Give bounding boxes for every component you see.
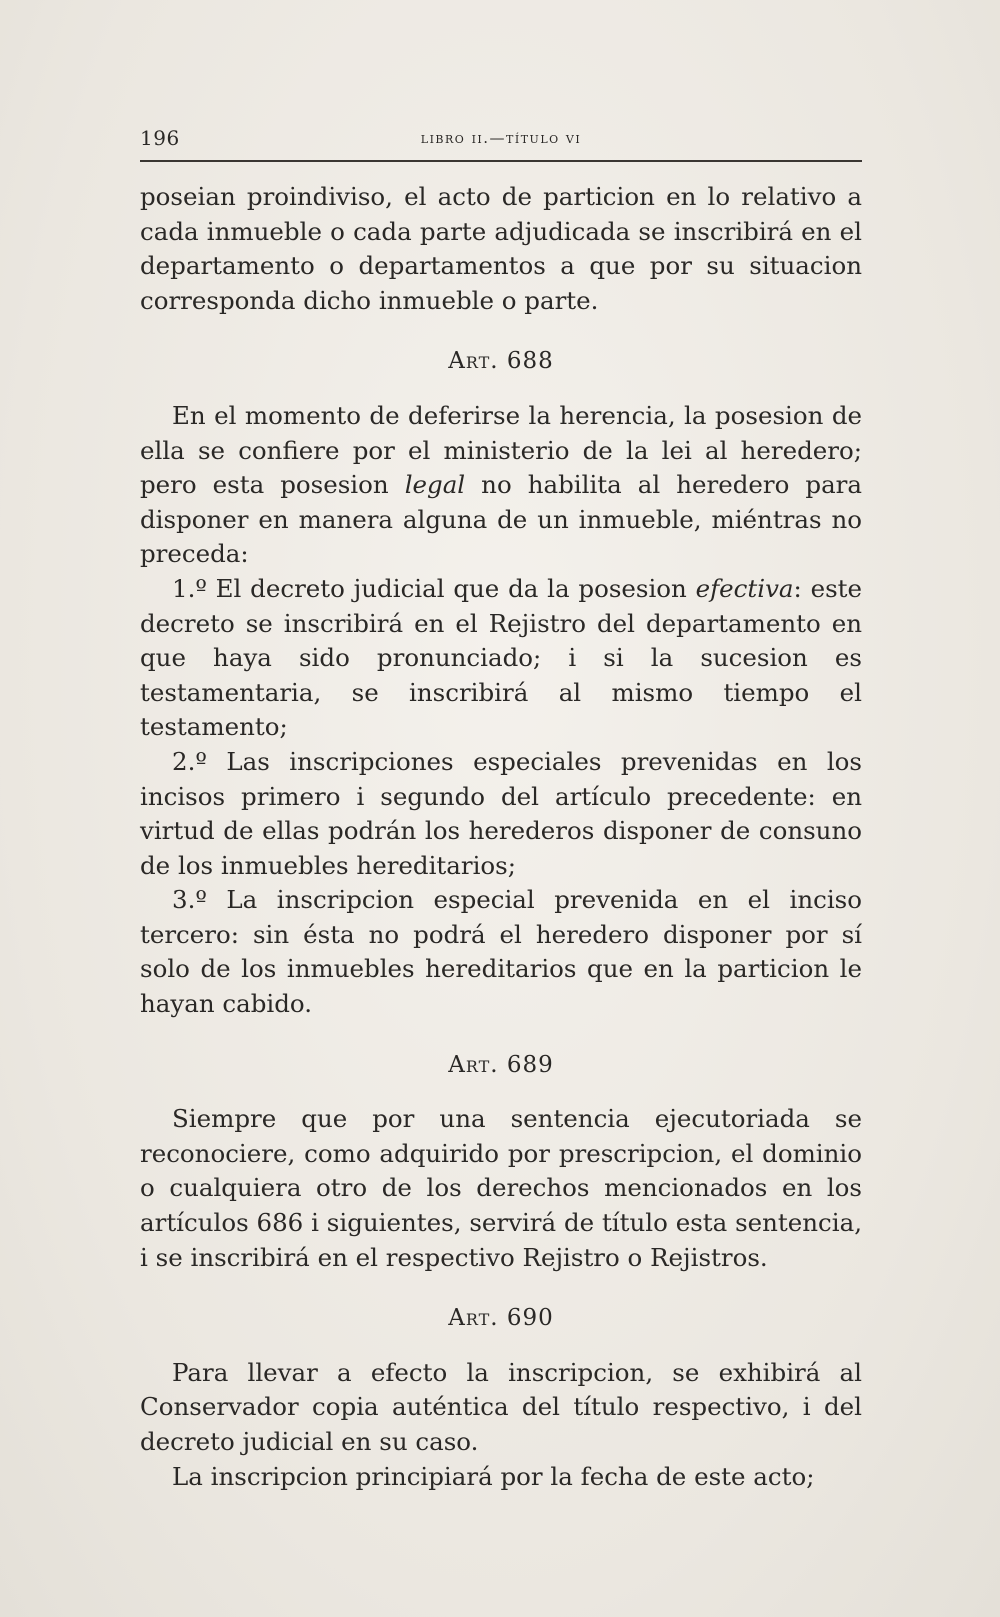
text-span: : este decreto se inscribirá en el Rejistro del departamento en que haya sido pronunciado; i si la sucesion es testamentaria, se inscribirá al mismo tiempo el testamento; — [140, 573, 862, 742]
text-span: 1.º El decreto judicial que da la posesion — [172, 573, 696, 603]
text-span: no habilita al heredero para disponer en manera alguna de un inmueble, miéntras no preceda: — [140, 470, 862, 569]
paragraph-art688-intro — [140, 399, 862, 572]
article-number: 688 — [506, 348, 554, 375]
paragraph-art689: Siempre que por una sentencia ejecutoriada se reconociere, como adquirido por prescripcion, el dominio o cualquiera otro de los derechos mencionados en los artículos 686 i siguientes, servirá de título esta sentencia, i se inscribirá en el respectivo Rejistro o Rejistros. — [140, 1104, 862, 1272]
paragraph-art690-a: Para llevar a efecto la inscripcion, se exhibirá al Conservador copia auténtica del título respectivo, i del decreto judicial en su caso. — [140, 1357, 862, 1456]
article-label: Art. — [448, 1305, 499, 1332]
paragraph-art690-b: La inscripcion principiará por la fecha de este acto; — [172, 1461, 815, 1491]
article-label: Art. — [448, 1051, 499, 1078]
page-header — [140, 126, 862, 156]
paragraph-art688-item2: 2.º Las inscripciones especiales prevenidas en los incisos primero i segundo del artículo precedente: en virtud de ellas podrán los herederos disponer de consuno de los inmuebles hereditarios; — [140, 746, 862, 880]
paragraph-art688-item1 — [140, 572, 862, 745]
header-rule — [140, 160, 862, 162]
italic-term: legal — [404, 470, 466, 500]
paragraph-art688-item3: 3.º La inscripcion especial prevenida en el inciso tercero: sin ésta no podrá el heredero disponer por sí solo de los inmuebles hereditarios que en la particion le hayan cabido. — [140, 885, 862, 1019]
article-heading-689 — [140, 1048, 862, 1083]
article-heading-690 — [140, 1301, 862, 1336]
article-number: 689 — [506, 1051, 554, 1078]
article-number: 690 — [506, 1305, 554, 1332]
running-head: libro ii.—título vi — [420, 129, 582, 147]
page-number: 196 — [140, 126, 180, 150]
page-body — [140, 180, 862, 1494]
paragraph-continuation: poseian proindiviso, el acto de particion en lo relativo a cada inmueble o cada parte adjudicada se inscribirá en el departamento o departamentos a que por su situacion corresponda dicho inmueble o parte. — [140, 182, 862, 315]
text-span: En el momento de deferirse la herencia, la posesion de ella se confiere por el ministerio de la lei al heredero; pero esta posesion — [140, 400, 862, 500]
article-label: Art. — [448, 348, 499, 375]
italic-term: efectiva — [695, 573, 794, 603]
article-heading-688 — [140, 344, 862, 379]
